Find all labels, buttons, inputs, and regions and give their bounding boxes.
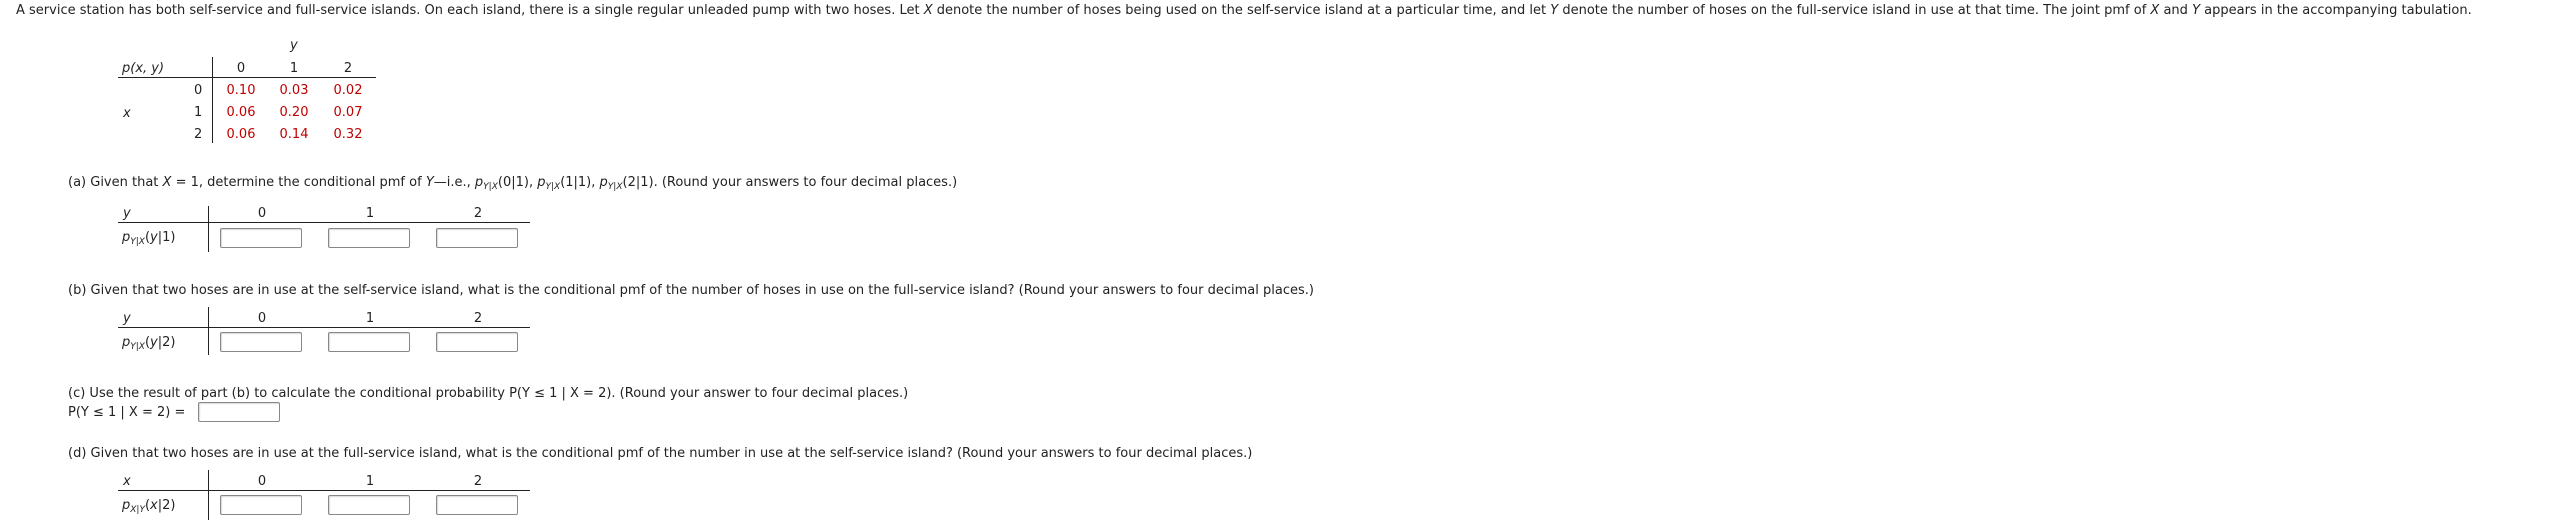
part-b-vrule	[208, 307, 209, 355]
part-a-col-1: 1	[365, 206, 375, 221]
col-header-1: 1	[289, 61, 299, 76]
part-c-answer[interactable]	[198, 402, 280, 422]
col-header-0: 0	[236, 61, 246, 76]
part-b-var-label: y	[123, 311, 131, 326]
row-header-2: 2	[194, 127, 203, 142]
cell-0-2: 0.02	[333, 83, 363, 98]
part-d-answer-1[interactable]	[328, 495, 410, 515]
problem-intro: A service station has both self-service and full-service islands. On each island, there is a single regular unleaded pump with two hoses. Let X denote the number of hoses being used on the self-service island at a particular time, and let Y denote the number of hoses on the full-service island in use at that time. The joint pmf of X and Y appears in the accompanying tabulation.	[16, 3, 2472, 18]
part-a-row-label: $p_{Y|X}(y|1)$	[122, 230, 176, 247]
row-header-0: 0	[194, 83, 203, 98]
part-b-answer-2[interactable]	[436, 332, 518, 352]
table-corner-label: p(x, y)	[122, 61, 165, 76]
part-a-col-2: 2	[473, 206, 483, 221]
part-a-var-label: y	[123, 206, 131, 221]
part-d-vrule	[208, 470, 209, 520]
col-header-2: 2	[343, 61, 353, 76]
part-b-answer-1[interactable]	[328, 332, 410, 352]
part-d-row-label: $p_{X|Y}(x|2)$	[122, 498, 176, 515]
part-a-answer-0[interactable]	[220, 228, 302, 248]
part-b-col-2: 2	[473, 311, 483, 326]
cell-0-0: 0.10	[226, 83, 256, 98]
part-a-col-0: 0	[257, 206, 267, 221]
cell-1-0: 0.06	[226, 105, 256, 120]
cell-2-2: 0.32	[333, 127, 363, 142]
part-d-col-1: 1	[365, 474, 375, 489]
cell-1-2: 0.07	[333, 105, 363, 120]
part-d-col-0: 0	[257, 474, 267, 489]
cell-0-1: 0.03	[279, 83, 309, 98]
part-a-answer-1[interactable]	[328, 228, 410, 248]
part-a-answer-2[interactable]	[436, 228, 518, 248]
part-d-prompt: (d) Given that two hoses are in use at the full-service island, what is the conditional pmf of the number in use at the self-service island? (Round your answers to four decimal places.)	[68, 446, 1253, 461]
part-a-rule	[118, 222, 530, 223]
part-b-answer-0[interactable]	[220, 332, 302, 352]
part-d-answer-2[interactable]	[436, 495, 518, 515]
cell-2-1: 0.14	[279, 127, 309, 142]
part-a-vrule	[208, 206, 209, 252]
row-variable-label: x	[123, 106, 131, 121]
part-c-answer-label: P(Y ≤ 1 | X = 2) =	[68, 405, 186, 420]
table-header-rule	[118, 77, 376, 78]
part-c-prompt: (c) Use the result of part (b) to calculate the conditional probability P(Y ≤ 1 | X = 2). (Round your answer to four decimal places.)	[68, 386, 909, 401]
part-b-prompt: (b) Given that two hoses are in use at the self-service island, what is the conditional pmf of the number of hoses in use on the full-service island? (Round your answers to four decimal places.)	[68, 283, 1314, 298]
part-b-rule	[118, 327, 530, 328]
part-b-col-0: 0	[257, 311, 267, 326]
col-variable-label: y	[290, 38, 298, 53]
part-d-rule	[118, 490, 530, 491]
part-d-answer-0[interactable]	[220, 495, 302, 515]
part-d-var-label: x	[123, 474, 131, 489]
table-row-header-rule	[212, 57, 213, 143]
row-header-1: 1	[194, 105, 203, 120]
part-a-prompt: (a) Given that X = 1, determine the conditional pmf of Y—i.e., $p_{Y|X}(0|1)$, $p_{Y|X}(1|1)$, $p_{Y|X}(2|1)$. (Round your answers to four decimal places.)	[68, 175, 958, 192]
cell-1-1: 0.20	[279, 105, 309, 120]
part-b-col-1: 1	[365, 311, 375, 326]
part-b-row-label: $p_{Y|X}(y|2)$	[122, 335, 176, 352]
cell-2-0: 0.06	[226, 127, 256, 142]
part-d-col-2: 2	[473, 474, 483, 489]
